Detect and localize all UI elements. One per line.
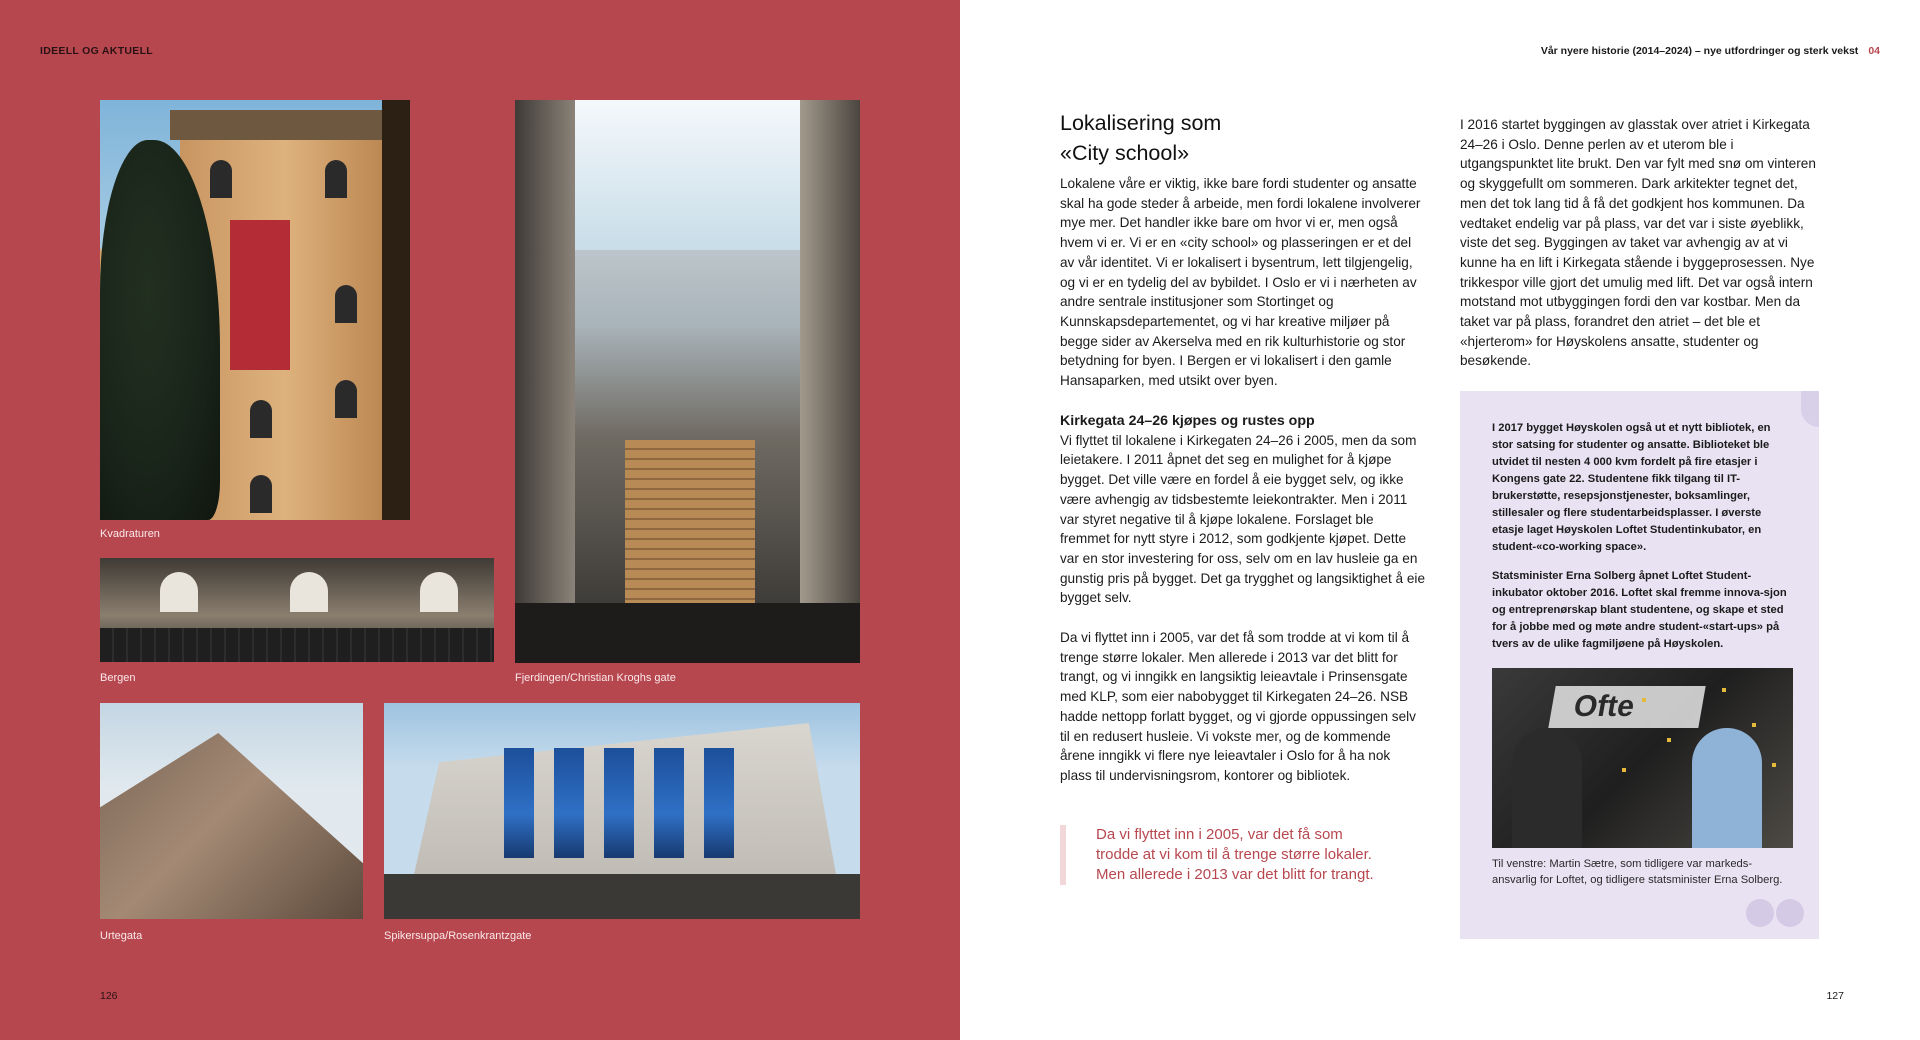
paragraph-gap [1060, 608, 1425, 628]
running-head-title: Vår nyere historie (2014–2024) – nye utfordringer og sterk vekst [1540, 45, 1859, 57]
heading-line-1: Lokalisering som [1060, 111, 1222, 135]
glass-panel [654, 748, 684, 858]
section-heading [1060, 108, 1425, 168]
photo-caption-kvadraturen: Kvadraturen [100, 528, 160, 540]
dark-edge [382, 100, 410, 520]
window [325, 160, 347, 198]
loftet-photo-caption: Til venstre: Martin Sætre, som tidligere var markeds-ansvarlig for Loftet, og tidligere statsminister Erna Solberg. [1492, 858, 1783, 886]
building-base [384, 874, 860, 919]
atrium-wall-left [515, 100, 575, 663]
loftet-sign [1548, 686, 1705, 728]
person-right [1692, 728, 1762, 848]
window [210, 160, 232, 198]
photo-caption-bergen: Bergen [100, 672, 136, 684]
confetti [1722, 688, 1726, 692]
window [250, 400, 272, 438]
atrium-floor [515, 603, 860, 663]
brick-building [100, 733, 363, 919]
window [335, 380, 357, 418]
decorative-dot [1746, 899, 1774, 927]
tower-roof [170, 110, 400, 140]
page-number-left: 126 [100, 990, 118, 1002]
body-paragraph-3: Da vi flyttet inn i 2005, var det få som trodde at vi kom til å trenge større lokaler. Men allerede i 2013 var det blitt for trangt, og vi inngikk en langsiktig leieavtale i Prinsensgate med KLP, som eier nabobygget til Kirkegaten 24–26. NSB hadde nettopp forlatt bygget, og vi gjorde oppussingen selv til en redusert husleie. Vi vokste mer, og de kommende årene inngikk vi flere nye leieavtaler i Oslo for å ha nok plass til undervisningsrom, kontorer og bibliotek. [1060, 630, 1416, 783]
spikersuppa-photo [384, 703, 860, 919]
glass-panel [554, 748, 584, 858]
sign-text: Ofte [1571, 690, 1637, 723]
decorative-dot [1776, 899, 1804, 927]
confetti [1772, 763, 1776, 767]
glass-panel [604, 748, 634, 858]
arched-window [160, 572, 198, 612]
arched-window [290, 572, 328, 612]
person-left [1512, 728, 1582, 848]
box-corner-tab [1801, 391, 1819, 427]
pull-quote: Da vi flyttet inn i 2005, var det få som trodde at vi kom til å trenge større lokaler. Men allerede i 2013 var det blitt for trangt. [1060, 825, 1375, 885]
text-column-1 [1060, 108, 1425, 786]
loftet-photo [1492, 668, 1793, 848]
glass-roof [575, 100, 800, 250]
photo-caption-fjerdingen: Fjerdingen/Christian Kroghs gate [515, 672, 676, 684]
body-paragraph-2: Vi flyttet til lokalene i Kirkegaten 24–26 i 2005, men da som leietakere. I 2011 åpnet det seg en mulighet for å kjøpe bygget. Det ville være en fordel å eie bygget selv, og ikke være avhengig av tidsbestemte leiekontrakter. Men i 2011 var styret negative til å kjøpe lokalene. Forslaget ble fremmet for nytt styre i 2012, som godkjente kjøpet. Dette var en stor investering for oss, selv om en lav husleie ga en gunstig pris på bygget. Det ga trygghet og langsiktighet å eie bygget selv. [1060, 432, 1426, 606]
atrium-wall-right [800, 100, 860, 663]
confetti [1667, 738, 1671, 742]
urtegata-photo [100, 703, 363, 919]
chapter-number: 04 [1868, 45, 1880, 57]
text-column-2 [1460, 115, 1825, 371]
glass-panel [504, 748, 534, 858]
running-head-right [1541, 45, 1880, 57]
arched-window [420, 572, 458, 612]
window [250, 475, 272, 513]
window [335, 285, 357, 323]
running-head-left: IDEELL OG AKTUELL [40, 45, 154, 57]
confetti [1622, 768, 1626, 772]
sidebar-paragraph-2: Statsminister Erna Solberg åpnet Loftet Student-inkubator oktober 2016. Loftet skal fremme innova-sjon og entreprenørskap blant studentene, og skape et sted for å jobbe med og møte andre student-«start-ups» på tvers av de ulike fagmiljøene på Høyskolen. [1492, 570, 1787, 650]
body-paragraph-col2: I 2016 startet byggingen av glasstak over atriet i Kirkegata 24–26 i Oslo. Denne perlen av et uterom ble i utgangspunktet lite brukt. Den var fylt med snø om vinteren og skyggefullt om sommeren. Dark arkitekter tegnet det, men det tok lang tid å få det godkjent hos kommunen. Da vedtaket endelig var på plass, var det var i siste øyeblikk, viste det seg. Byggingen av taket var avhengig av at vi kunne ha en lift i Kirkegata stående i byggeprosessen. Nye trikkespor ville gjort det umulig med lift. Det var også intern motstand mot utbyggingen fordi den var kostbar. Men da taket var på plass, forandret den atriet – det ble et «hjerterom» for Høyskolens ansatte, studenter og besøkende. [1460, 117, 1816, 369]
confetti [1752, 723, 1756, 727]
fjerdingen-photo [515, 100, 860, 663]
bergen-photo [100, 558, 494, 662]
atrium-staircase [625, 440, 755, 605]
photo-caption-urtegata: Urtegata [100, 930, 143, 942]
sidebar-paragraph-1: I 2017 bygget Høyskolen også ut et nytt bibliotek, en stor satsing for studenter og ansatte. Biblioteket ble utvidet til nesten 4 000 kvm fordelt på fire etasjer i Kongens gate 22. Studentene fikk tilgang til IT-brukerstøtte, resepsjonstjenester, boksamlinger, stillesaler og flere studentarbeidsplasser. I øverste etasje laget Høyskolen Loftet Studentinkubator, en student-«co-working space». [1492, 422, 1771, 553]
photo-caption-spikersuppa: Spikersuppa/Rosenkrantzgate [384, 930, 532, 942]
intro-paragraph: Lokalene våre er viktig, ikke bare fordi studenter og ansatte skal ha gode steder å arbeide, men fordi lokalene involverer mye mer. Det handler ikke bare om hvor vi er, men også hvem vi er. Vi er en «city school» og plasseringen er et del av vår identitet. Vi er lokalisert i bysentrum, lett tilgjengelig, og vi er en tydelig del av bybildet. I Oslo er vi i nærheten av andre sentrale institusjoner som Stortinget og Kunnskapsdepartementet, og vi har kreative miljøer på begge sider av Akerselva med en rik kulturhistorie og stor betydning for byen. I Bergen er vi lokalisert i den gamle Hansaparken, med utsikt over byen. [1060, 176, 1421, 389]
page-number-right: 127 [1826, 990, 1844, 1002]
heading-line-2: «City school» [1060, 141, 1190, 165]
sidebar-text [1492, 420, 1792, 653]
confetti [1642, 698, 1646, 702]
auditorium-seats [100, 628, 494, 662]
kvadraturen-photo [100, 100, 410, 520]
subheading: Kirkegata 24–26 kjøpes og rustes opp [1060, 412, 1315, 429]
red-banner [230, 220, 290, 370]
glass-panel [704, 748, 734, 858]
